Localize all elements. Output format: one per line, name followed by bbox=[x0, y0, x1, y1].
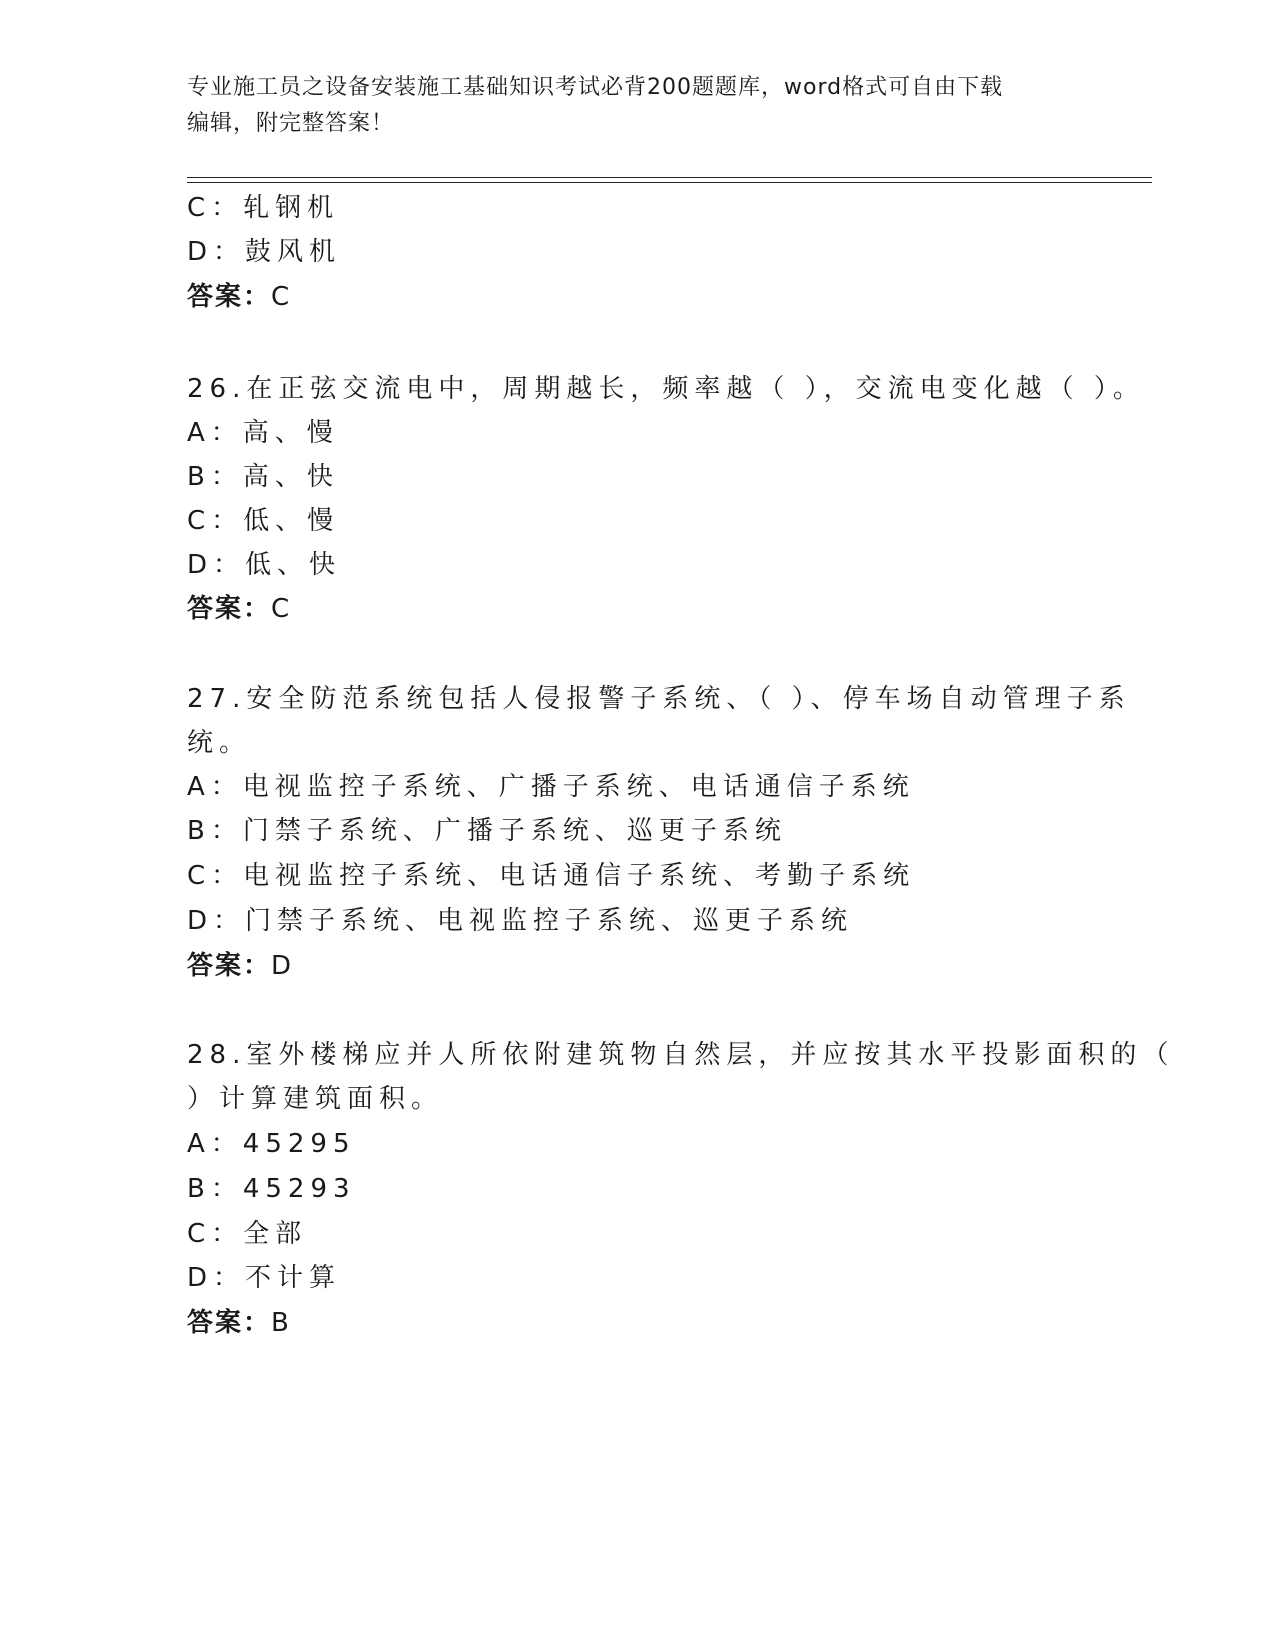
q26-option-d: D：低、快 bbox=[187, 550, 342, 580]
q26-option-c: C：低、慢 bbox=[187, 506, 340, 536]
q28-option-c: C：全部 bbox=[187, 1219, 308, 1249]
q27-answer bbox=[187, 950, 293, 982]
q27-option-c: C：电视监控子系统、电话通信子系统、考勤子系统 bbox=[187, 861, 916, 891]
q26-answer bbox=[187, 593, 291, 625]
prev-option-c: C：轧钢机 bbox=[187, 193, 340, 223]
answer-label: 答案： bbox=[187, 594, 272, 624]
q27-text-line-2: 统。 bbox=[187, 728, 252, 758]
q28-option-d: D：不计算 bbox=[187, 1263, 342, 1293]
answer-value: C bbox=[271, 282, 292, 312]
header-divider-top bbox=[187, 177, 1152, 178]
document-header bbox=[187, 70, 1087, 142]
q26-option-a: A：高、慢 bbox=[187, 418, 339, 448]
answer-value: D bbox=[271, 951, 294, 981]
q26-option-b: B：高、快 bbox=[187, 462, 339, 492]
q27-option-b: B：门禁子系统、广播子系统、巡更子系统 bbox=[187, 816, 787, 846]
q28-option-b: B：45293 bbox=[187, 1174, 356, 1204]
prev-answer bbox=[187, 281, 291, 313]
answer-value: C bbox=[271, 594, 292, 624]
q28-option-a: A：45295 bbox=[187, 1129, 356, 1159]
q27-option-a: A：电视监控子系统、广播子系统、电话通信子系统 bbox=[187, 772, 915, 802]
answer-label: 答案： bbox=[187, 1308, 272, 1338]
q28-text-line-1: 28.室外楼梯应并人所依附建筑物自然层，并应按其水平投影面积的（ bbox=[187, 1040, 1175, 1070]
q28-text-line-2: ）计算建筑面积。 bbox=[187, 1084, 444, 1114]
q27-option-d: D：门禁子系统、电视监控子系统、巡更子系统 bbox=[187, 906, 854, 936]
header-line-2: 编辑，附完整答案！ bbox=[187, 111, 395, 136]
header-divider-bottom bbox=[187, 182, 1152, 183]
header-line-1: 专业施工员之设备安装施工基础知识考试必背200题题库，word格式可自由下载 bbox=[187, 75, 1004, 100]
answer-value: B bbox=[271, 1308, 291, 1338]
q28-answer bbox=[187, 1307, 291, 1339]
q26-text: 26.在正弦交流电中，周期越长，频率越（ ），交流电变化越（ ）。 bbox=[187, 374, 1145, 404]
answer-label: 答案： bbox=[187, 282, 272, 312]
prev-option-d: D：鼓风机 bbox=[187, 237, 342, 267]
q27-text-line-1: 27.安全防范系统包括人侵报警子系统、（ ）、停车场自动管理子系 bbox=[187, 684, 1131, 714]
answer-label: 答案： bbox=[187, 951, 272, 981]
